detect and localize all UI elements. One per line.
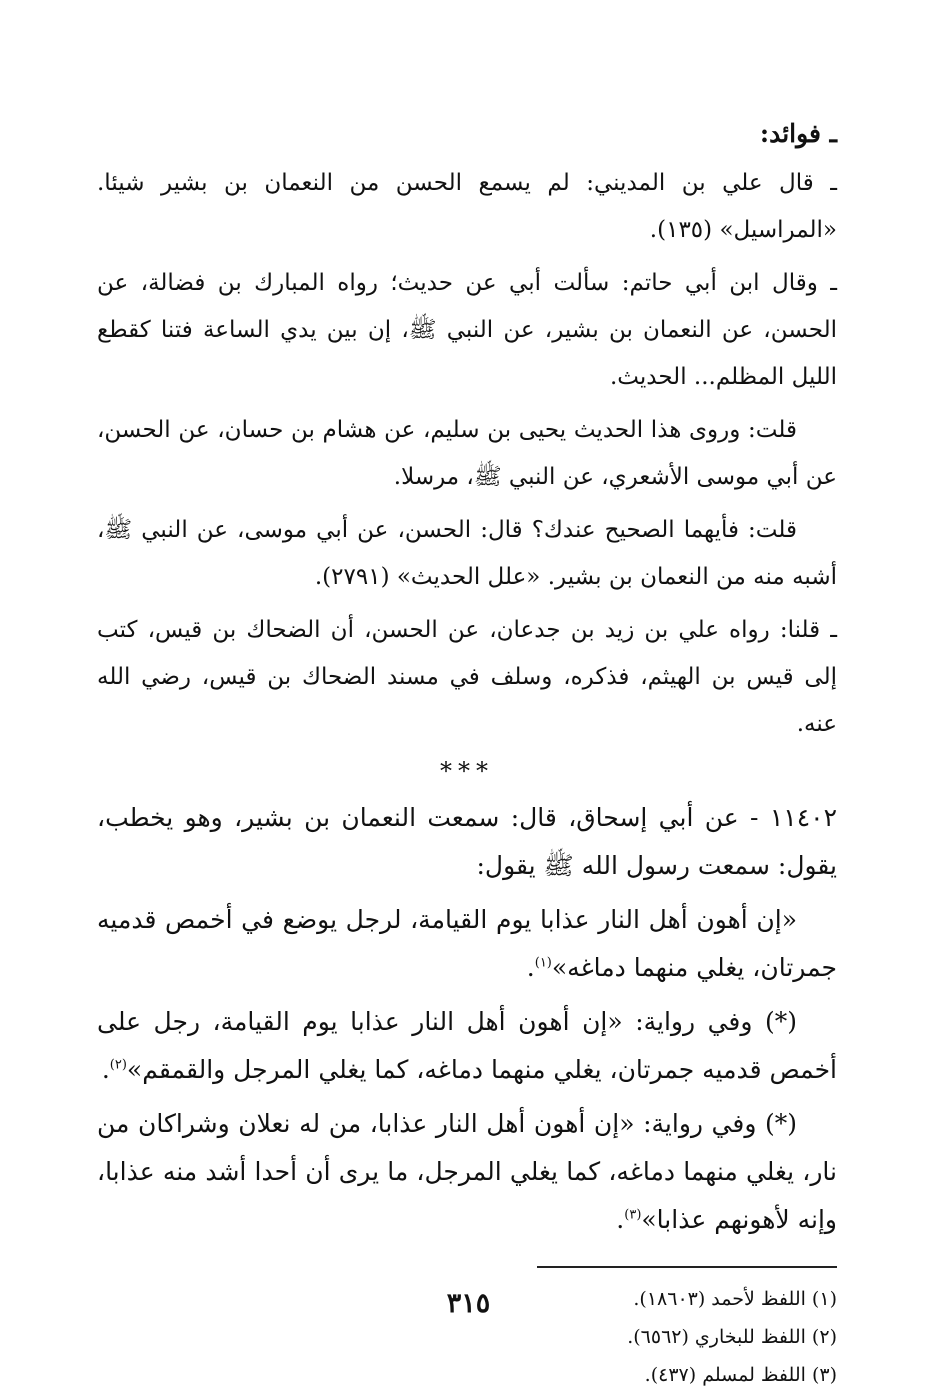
footnote-3: (٣) اللفظ لمسلم (٤٣٧). (644, 1364, 837, 1386)
footnote-2: (٢) اللفظ للبخاري (٦٥٦٢). (627, 1326, 837, 1348)
hadith-text (97, 896, 837, 992)
hadith-variant-1-body: (*) وفي رواية: «إن أهون أهل النار عذابا يوم القيامة، رجل على أخمص قدميه جمرتان، يغلي منهما دماغه، كما يغلي المرجل والقمقم» (97, 1007, 837, 1084)
footnote-ref-1[interactable]: (١) (534, 955, 552, 971)
section-separator: *** (440, 757, 494, 785)
page-body (97, 112, 837, 1394)
benefit-paragraph-3: قلت: وروى هذا الحديث يحيى بن سليم، عن هشام بن حسان، عن الحسن، عن أبي موسى الأشعري، عن النبي ﷺ، مرسلا. (97, 417, 837, 490)
hadith-variant-2-body: (*) وفي رواية: «إن أهون أهل النار عذابا، من له نعلان وشراكان من نار، يغلي منهما دماغه، كما يغلي المرجل، ما يرى أن أحدا أشد منه عذابا، وإنه لأهونهم عذابا» (97, 1109, 837, 1234)
end-mark: . (101, 1055, 110, 1084)
benefit-paragraph-2: ـ وقال ابن أبي حاتم: سألت أبي عن حديث؛ رواه المبارك بن فضالة، عن الحسن، عن النعمان بن بشير، عن النبي ﷺ، إن بين يدي الساعة فتنا كقطع الليل المظلم... الحديث. (97, 270, 837, 390)
footnote-ref-2[interactable]: (٢) (109, 1057, 127, 1073)
benefit-paragraph-5: ـ قلنا: رواه علي بن زيد بن جدعان، عن الحسن، أن الضحاك بن قيس، كتب إلى قيس بن الهيثم، فذكره، وسلف في مسند الضحاك بن قيس، رضي الله عنه. (97, 617, 837, 737)
benefit-paragraph-1: ـ قال علي بن المديني: لم يسمع الحسن من النعمان بن بشير شيئا. «المراسيل» (١٣٥). (97, 170, 837, 243)
hadith-variant-1 (97, 998, 837, 1094)
footnote-ref-3[interactable]: (٣) (624, 1207, 642, 1223)
end-mark: . (526, 953, 535, 982)
benefit-paragraph-4: قلت: فأيهما الصحيح عندك؟ قال: الحسن، عن أبي موسى، عن النبي ﷺ، أشبه منه من النعمان بن بشير. «علل الحديث» (٢٧٩١). (97, 517, 837, 590)
hadith-text-body: «إن أهون أهل النار عذابا يوم القيامة، لرجل يوضع في أخمص قدميه جمرتان، يغلي منهما دماغه» (97, 905, 837, 982)
end-mark: . (616, 1205, 625, 1234)
benefits-heading: ـ فوائد: (759, 119, 837, 148)
footnote-1: (١) اللفظ لأحمد (١٨٦٠٣). (633, 1288, 837, 1310)
hadith-intro: ١١٤٠٢ - عن أبي إسحاق، قال: سمعت النعمان بن بشير، وهو يخطب، يقول: سمعت رسول الله ﷺ يقول: (97, 803, 837, 880)
footnote-divider (537, 1266, 837, 1268)
page-number: ٣١٥ (446, 1288, 491, 1319)
hadith-variant-2 (97, 1100, 837, 1244)
